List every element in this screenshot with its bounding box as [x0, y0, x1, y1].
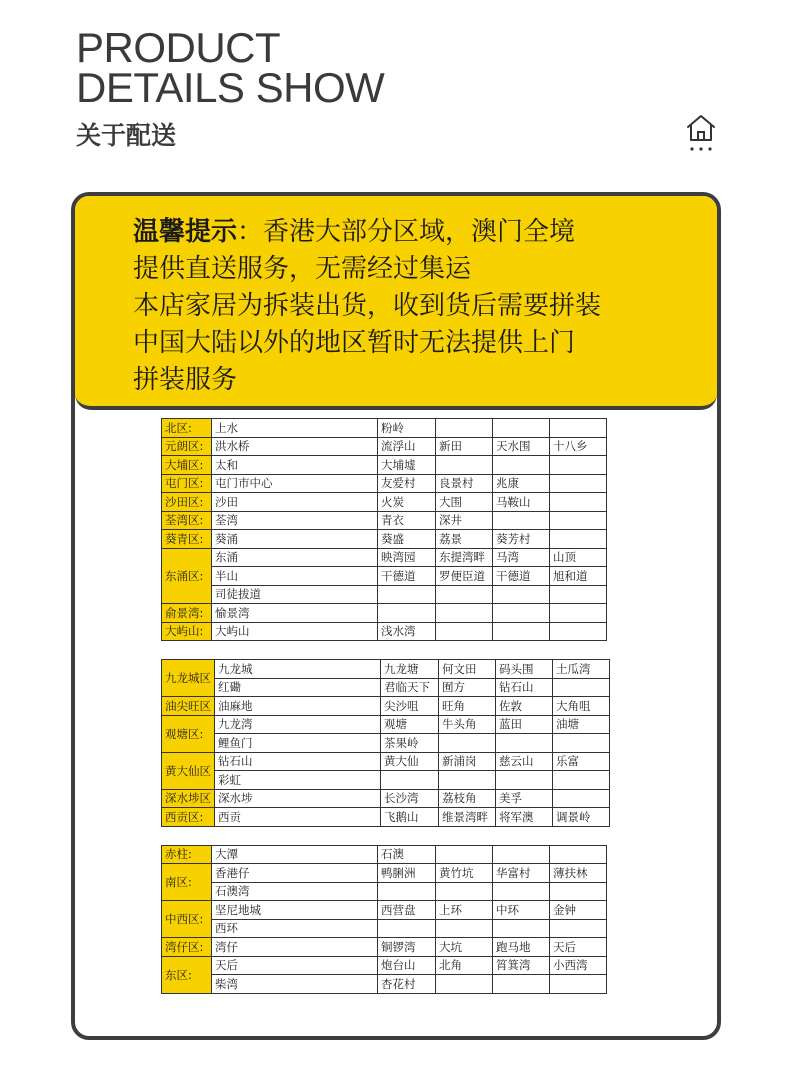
title-line-1: PRODUCT — [76, 24, 281, 71]
notice-line-3: 本店家居为拆装出货，收到货后需要拼装 — [133, 291, 602, 321]
page-subtitle: 关于配送 — [76, 121, 177, 150]
home-icon[interactable] — [684, 112, 718, 154]
table-row: 中西区: 坚尼地城 西营盘 上环 中环 金钟 — [162, 901, 607, 920]
table-row: 元朗区: 洪水桥 流浮山 新田 天水围 十八乡 — [162, 437, 607, 456]
table-row: 半山 干德道 罗便臣道 干德道 旭和道 — [162, 567, 607, 586]
table-row: 北区: 上水 粉岭 — [162, 419, 607, 438]
table-row: 黄大仙区 钻石山 黄大仙 新浦岗 慈云山 乐富 — [162, 752, 610, 771]
delivery-card — [71, 192, 721, 1040]
page-title — [76, 24, 385, 111]
table-row: 东区: 天后 炮台山 北角 筲箕湾 小西湾 — [162, 956, 607, 975]
notice-label: 温馨提示 — [133, 217, 238, 247]
table-row: 东涌区: 东涌 映湾园 东提湾畔 马湾 山顶 — [162, 548, 607, 567]
table-row: 鲤鱼门 茶果岭 — [162, 734, 610, 753]
table-row: 俞景湾: 愉景湾 — [162, 604, 607, 623]
title-line-2: DETAILS SHOW — [76, 64, 385, 111]
table-row: 大屿山: 大屿山 浅水湾 — [162, 622, 607, 641]
table-row: 油尖旺区 油麻地 尖沙咀 旺角 佐敦 大角咀 — [162, 697, 610, 716]
table-row: 西环 — [162, 919, 607, 938]
area-table-3 — [161, 845, 607, 994]
area-table-1 — [161, 418, 607, 641]
table-row: 九龙城区 九龙城 九龙塘 何文田 码头围 土瓜湾 — [162, 660, 610, 679]
table-row: 深水埗区 深水埗 长沙湾 荔枝角 美孚 — [162, 789, 610, 808]
table-row: 柴湾 杏花村 — [162, 975, 607, 994]
table-row: 荃湾区: 荃湾 青衣 深井 — [162, 511, 607, 530]
table-row: 红磡 君临天下 囿方 钻石山 — [162, 678, 610, 697]
delivery-area-tables — [161, 418, 695, 1012]
notice-line-4: 中国大陆以外的地区暂时无法提供上门 — [133, 328, 576, 358]
notice-line-2: 提供直送服务，无需经过集运 — [133, 254, 472, 284]
area-table-2 — [161, 659, 610, 827]
notice-box — [75, 196, 717, 410]
table-row: 司徒拔道 — [162, 585, 607, 604]
table-row: 葵青区: 葵涌 葵盛 荔景 葵芳村 — [162, 530, 607, 549]
table-row: 彩虹 — [162, 771, 610, 790]
table-row: 屯门区: 屯门市中心 友爱村 良景村 兆康 — [162, 474, 607, 493]
table-row: 湾仔区: 湾仔 铜锣湾 大坑 跑马地 天后 — [162, 938, 607, 957]
table-row: 沙田区: 沙田 火炭 大围 马鞍山 — [162, 493, 607, 512]
table-row: 大埔区: 太和 大埔墟 — [162, 456, 607, 475]
notice-line-5: 拼装服务 — [133, 365, 238, 395]
table-row: 赤柱: 大潭 石澳 — [162, 845, 607, 864]
table-row: 石澳湾 — [162, 882, 607, 901]
notice-line-1: 温馨提示：香港大部分区域，澳门全境 — [133, 217, 576, 247]
table-row: 西贡区: 西贡 飞鹅山 维景湾畔 将军澳 调景岭 — [162, 808, 610, 827]
table-row: 观塘区: 九龙湾 观塘 牛头角 蓝田 油塘 — [162, 715, 610, 734]
table-row: 南区: 香港仔 鸭脷洲 黄竹坑 华富村 薄扶林 — [162, 864, 607, 883]
